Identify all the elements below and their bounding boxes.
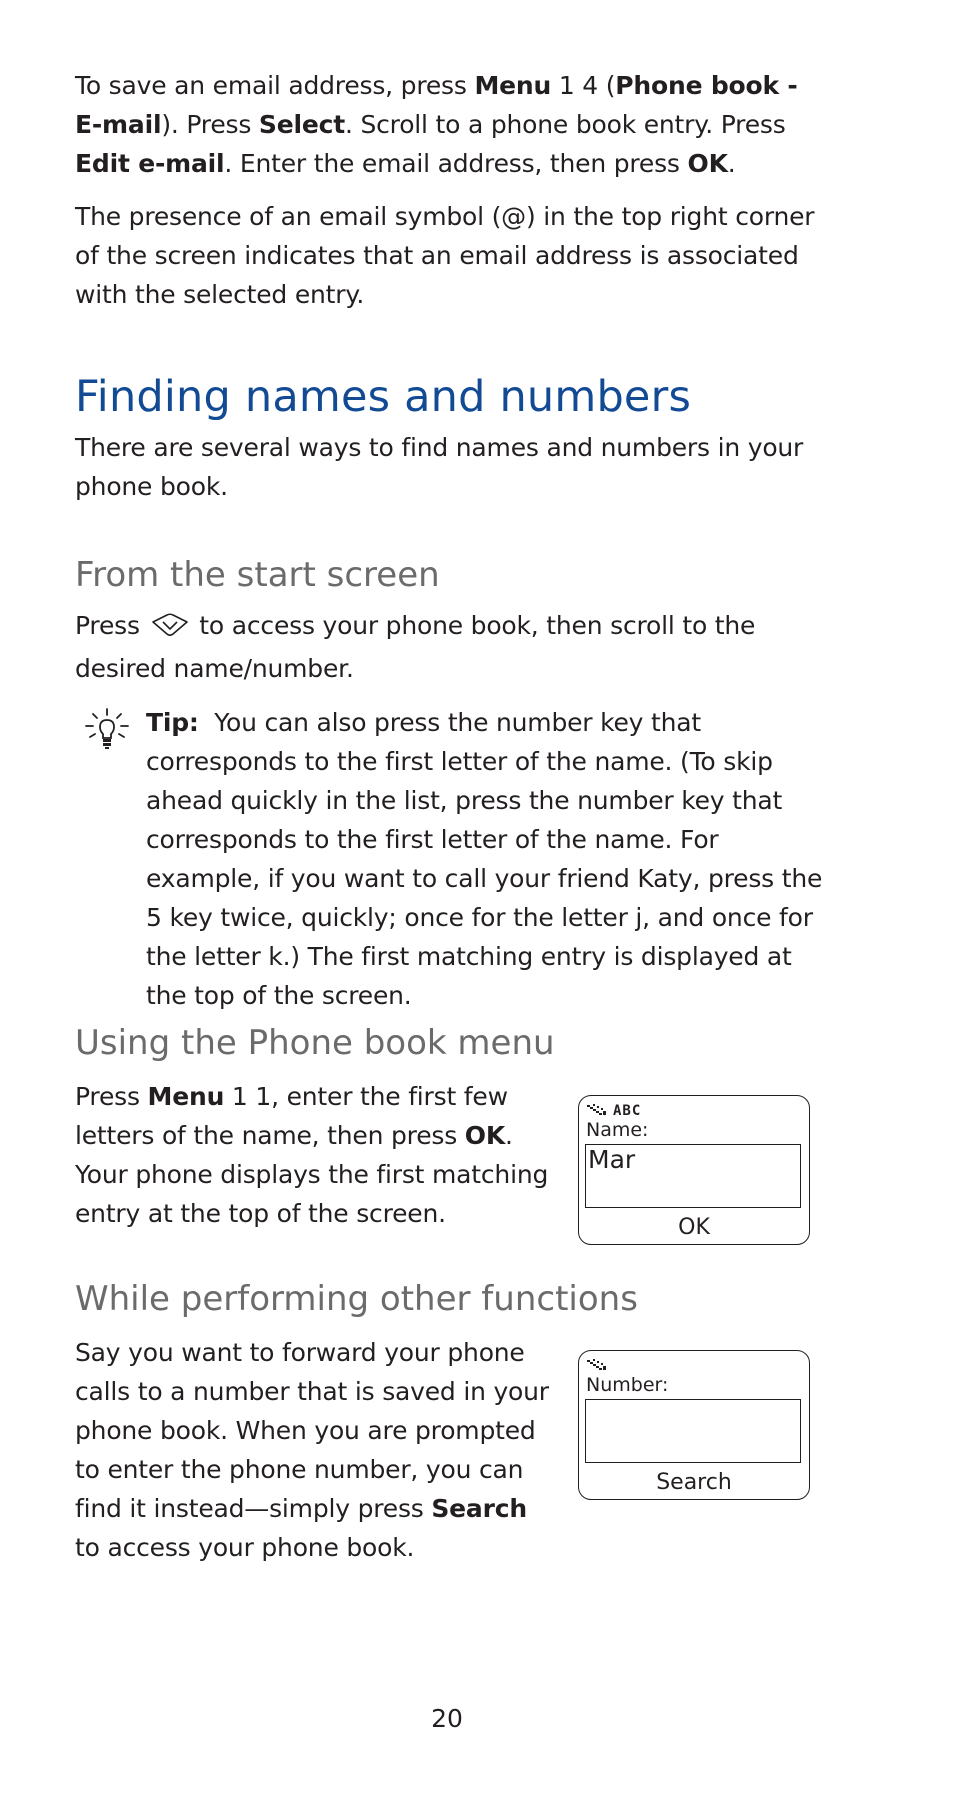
- section-intro: There are several ways to find names and numbers in your phone book.: [75, 433, 804, 501]
- tip-body: You can also press the number key that corresponds to the first letter of the name. (To skip ahead quickly in the list, press the number key that corresponds to the first letter of the name. For example, if you want to call your friend Katy, press the 5 key twice, quickly; once for the letter j, and once for the letter k.) The first matching entry is displayed at the top of the screen.: [146, 708, 823, 1010]
- bold-term: Phone book - E-mail: [75, 71, 798, 139]
- screen-status-bar: [587, 1102, 641, 1120]
- bold-term: OK: [464, 1121, 506, 1150]
- bold-term: Edit e-mail: [75, 149, 225, 178]
- tip-label: Tip:: [146, 708, 199, 737]
- email-symbol-note: The presence of an email symbol (@) in the top right corner of the screen indicates that an email address is associated with the selected entry.: [75, 202, 815, 309]
- bold-term: Select: [258, 110, 345, 139]
- ok-softkey: OK: [678, 1215, 710, 1240]
- signal-icon: [587, 1357, 607, 1376]
- email-intro: [75, 66, 815, 314]
- start-screen-text: [75, 606, 835, 688]
- signal-icon: [587, 1102, 607, 1121]
- page-number: 20: [431, 1704, 463, 1733]
- bold-term: Menu: [147, 1082, 225, 1111]
- text-mode-indicator: ABC: [613, 1103, 642, 1119]
- text-run: 1 4 (: [551, 71, 616, 100]
- screen-number-label: Number:: [586, 1374, 669, 1396]
- other-functions-heading: While performing other functions: [75, 1279, 638, 1319]
- bold-term: OK: [687, 149, 728, 178]
- name-input: Mar: [585, 1144, 801, 1208]
- scroll-key-icon: [150, 610, 190, 649]
- number-entry-screen: [578, 1350, 810, 1500]
- phone-book-menu-heading: Using the Phone book menu: [75, 1023, 555, 1063]
- text-run: 1 1, enter the first few letters of the name, then press: [75, 1082, 508, 1150]
- start-text-before: Press: [75, 611, 148, 640]
- search-softkey: Search: [656, 1470, 732, 1495]
- phone-book-menu-text: [75, 1077, 555, 1233]
- text-run: . Scroll to a phone book entry. Press: [344, 110, 786, 139]
- text-run: Say you want to forward your phone calls to a number that is saved in your phone book. When you are prompted to enter the phone number, you can find it instead—simply press: [75, 1338, 549, 1523]
- other-functions-text: [75, 1333, 555, 1567]
- text-run: To save an email address, press: [75, 71, 475, 100]
- text-run: to access your phone book.: [75, 1533, 415, 1562]
- text-run: . Your phone displays the first matching entry at the top of the screen.: [75, 1121, 549, 1228]
- screen-name-label: Name:: [586, 1119, 649, 1141]
- number-input: [585, 1399, 801, 1463]
- name-entry-screen: [578, 1095, 810, 1245]
- bold-term: Menu: [474, 71, 552, 100]
- start-screen-heading: From the start screen: [75, 555, 440, 595]
- tip-text: [146, 703, 836, 1015]
- text-run: .: [727, 149, 736, 178]
- screen-status-bar: [587, 1357, 607, 1375]
- email-save-instructions: [75, 66, 815, 183]
- text-run: . Enter the email address, then press: [224, 149, 688, 178]
- text-run: Press: [75, 1082, 148, 1111]
- section-title: Finding names and numbers: [75, 372, 692, 422]
- start-text-after: to access your phone book, then scroll to the desired name/number.: [75, 611, 756, 683]
- bold-term: Search: [431, 1494, 527, 1523]
- text-run: ). Press: [161, 110, 259, 139]
- lightbulb-icon: [84, 707, 130, 755]
